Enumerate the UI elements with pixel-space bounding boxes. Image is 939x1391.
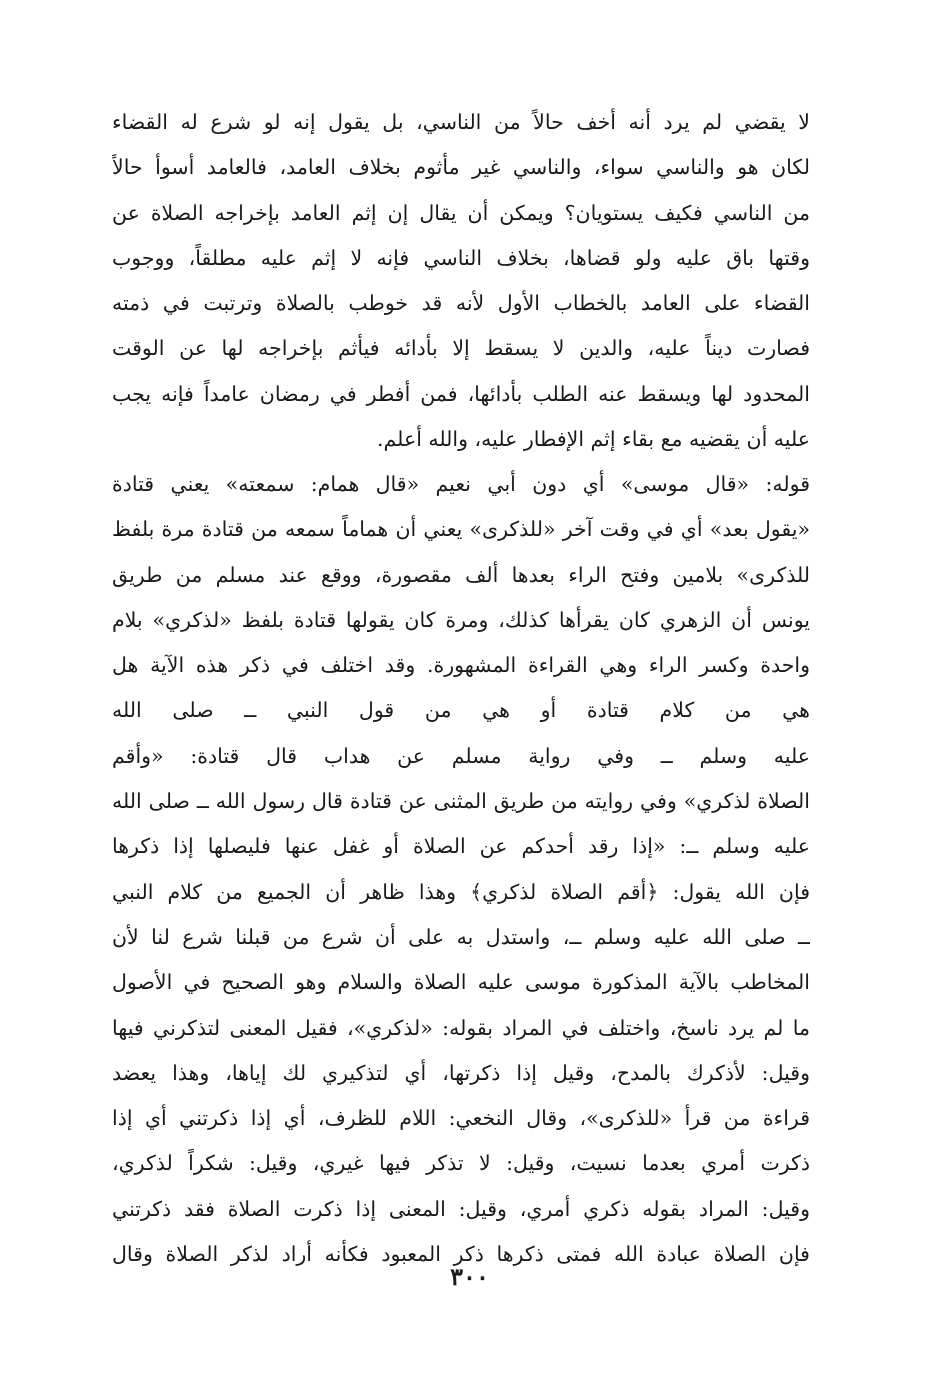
text-line: يونس أن الزهري كان يقرأها كذلك، ومرة كان يقولها قتادة بلفظ «لذكري» بلام: [112, 607, 810, 632]
text-line: ذكرت أمري بعدما نسيت، وقيل: لا تذكر فيها غيري، وقيل: شكراً لذكري،: [112, 1151, 810, 1176]
text-line: قوله: «قال موسى» أي دون أبي نعيم «قال همام: سمعته» يعني قتادة: [112, 472, 810, 496]
text-line: عليه وسلم ــ: «إذا رقد أحدكم عن الصلاة أو غفل عنها فليصلها إذا ذكرها: [112, 834, 810, 859]
text-line: ما لم يرد ناسخ، واختلف في المراد بقوله: «لذكري»، فقيل المعنى لتذكرني فيها: [112, 1015, 810, 1040]
text-line: المحدود لها ويسقط عنه الطلب بأدائها، فمن أفطر في رمضان عامداً فإنه يجب: [112, 381, 810, 406]
paragraph-1: [112, 100, 810, 462]
text-line: وقيل: لأذكرك بالمدح، وقيل إذا ذكرتها، أي لتذكيري لك إياها، وهذا يعضد: [112, 1060, 810, 1085]
text-line: فإن الله يقول: ﴿أقم الصلاة لذكري﴾ وهذا ظاهر أن الجميع من كلام النبي: [112, 879, 810, 904]
text-line: الصلاة لذكري» وفي روايته من طريق المثنى عن قتادة قال رسول الله ــ صلى الله: [112, 789, 810, 814]
text-line: هي من كلام قتادة أو هي من قول النبي ــ صلى الله: [112, 698, 810, 723]
text-line: ــ صلى الله عليه وسلم ــ، واستدل به على أن شرع من قبلنا شرع لنا لأن: [112, 924, 810, 949]
text-line: قراءة من قرأ «للذكرى»، وقال النخعي: اللام للظرف، أي إذا ذكرتني أي إذا: [112, 1106, 810, 1131]
paragraph-2: [112, 462, 810, 1277]
text-line: لكان هو والناسي سواء، والناسي غير مأثوم بخلاف العامد، فالعامد أسوأ حالاً: [112, 155, 810, 180]
text-line: «يقول بعد» أي في وقت آخر «للذكرى» يعني أن هماماً سمعه من قتادة مرة بلفظ: [112, 517, 810, 542]
text-line: فإن الصلاة عبادة الله فمتى ذكرها ذكر المعبود فكأنه أراد لذكر الصلاة وقال: [112, 1242, 810, 1267]
text-line: عليه أن يقضيه مع بقاء إثم الإفطار عليه، والله أعلم.: [377, 427, 810, 452]
text-line: واحدة وكسر الراء وهي القراءة المشهورة. وقد اختلف في ذكر هذه الآية هل: [112, 653, 810, 678]
text-line: لا يقضي لم يرد أنه أخف حالاً من الناسي، بل يقول إنه لو شرع له القضاء: [112, 110, 810, 134]
page-number: ٣٠٠: [450, 1262, 489, 1291]
text-line: للذكرى» بلامين وفتح الراء بعدها ألف مقصورة، ووقع عند مسلم من طريق: [112, 562, 810, 587]
text-line: القضاء على العامد بالخطاب الأول لأنه قد خوطب بالصلاة وترتبت في ذمته: [112, 291, 810, 316]
text-line: فصارت ديناً عليه، والدين لا يسقط إلا بأدائه فيأثم بإخراجه لها عن الوقت: [112, 336, 810, 361]
text-line: عليه وسلم ــ وفي رواية مسلم عن هداب قال قتادة: «وأقم: [112, 743, 810, 768]
text-line: من الناسي فكيف يستويان؟ ويمكن أن يقال إن إثم العامد بإخراجه الصلاة عن: [112, 200, 810, 225]
text-line: وقيل: المراد بقوله ذكري أمري، وقيل: المعنى إذا ذكرت الصلاة فقد ذكرتني: [112, 1196, 810, 1221]
text-line: وقتها باق عليه ولو قضاها، بخلاف الناسي فإنه لا إثم عليه مطلقاً، ووجوب: [112, 245, 810, 270]
text-line: المخاطب بالآية المذكورة موسى عليه الصلاة والسلام وهو الصحيح في الأصول: [112, 970, 810, 995]
